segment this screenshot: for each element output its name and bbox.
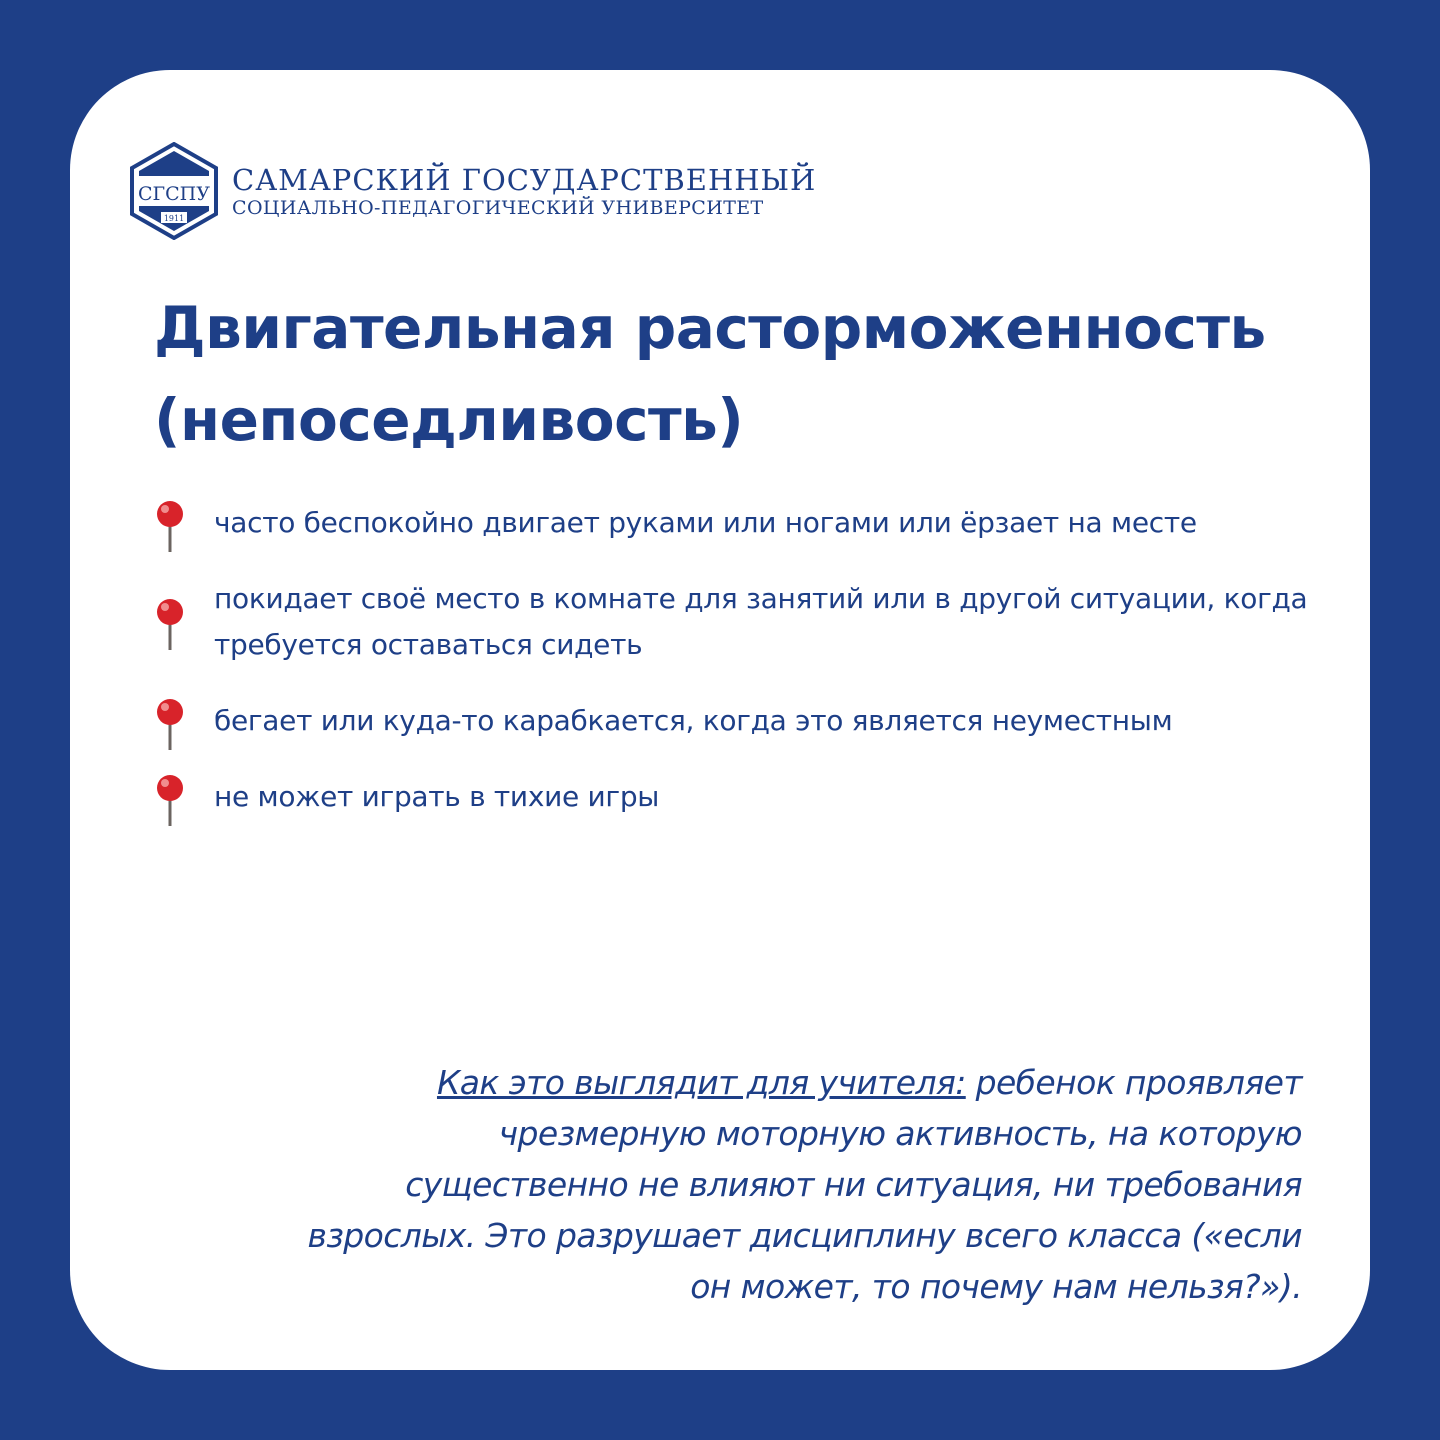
svg-text:1911: 1911 [163, 214, 185, 223]
svg-text:СГСПУ: СГСПУ [138, 183, 210, 205]
university-name [232, 163, 816, 219]
pushpin-icon [154, 500, 186, 554]
title-line1: Двигательная расторможенность [154, 294, 1266, 362]
list-item [154, 774, 1314, 820]
list-item [154, 576, 1314, 668]
teacher-note-lead: Как это выглядит для учителя: [436, 1063, 966, 1102]
list-item [154, 698, 1314, 744]
pushpin-icon [154, 774, 186, 828]
list-item-text: часто беспокойно двигает руками или ногами или ёрзает на месте [214, 506, 1197, 539]
title-line2: (непоседливость) [154, 386, 744, 454]
university-name-line2: СОЦИАЛЬНО-ПЕДАГОГИЧЕСКИЙ УНИВЕРСИТЕТ [232, 197, 764, 219]
list-item-text: не может играть в тихие игры [214, 780, 660, 813]
pushpin-icon [154, 598, 186, 652]
list-item-text: покидает своё место в комнате для занятий или в другой ситуации, когда требуется оставаться сидеть [214, 582, 1308, 661]
page-title [154, 282, 1334, 466]
university-emblem-icon [130, 142, 218, 240]
list-item [154, 500, 1314, 546]
pushpin-icon [154, 698, 186, 752]
university-name-line1: САМАРСКИЙ ГОСУДАРСТВЕННЫЙ [232, 163, 817, 197]
symptom-list [154, 500, 1314, 850]
list-item-text: бегает или куда-то карабкается, когда это является неуместным [214, 704, 1173, 737]
content-card [70, 70, 1370, 1370]
teacher-note-body: ребенок проявляет чрезмерную моторную активность, на которую существенно не влияют ни ситуация, ни требования взрослых. Это разрушает дисциплину всего класса («если он может, то почему нам нельзя?»). [307, 1063, 1302, 1306]
university-logo [130, 142, 816, 240]
teacher-note [302, 1057, 1302, 1312]
